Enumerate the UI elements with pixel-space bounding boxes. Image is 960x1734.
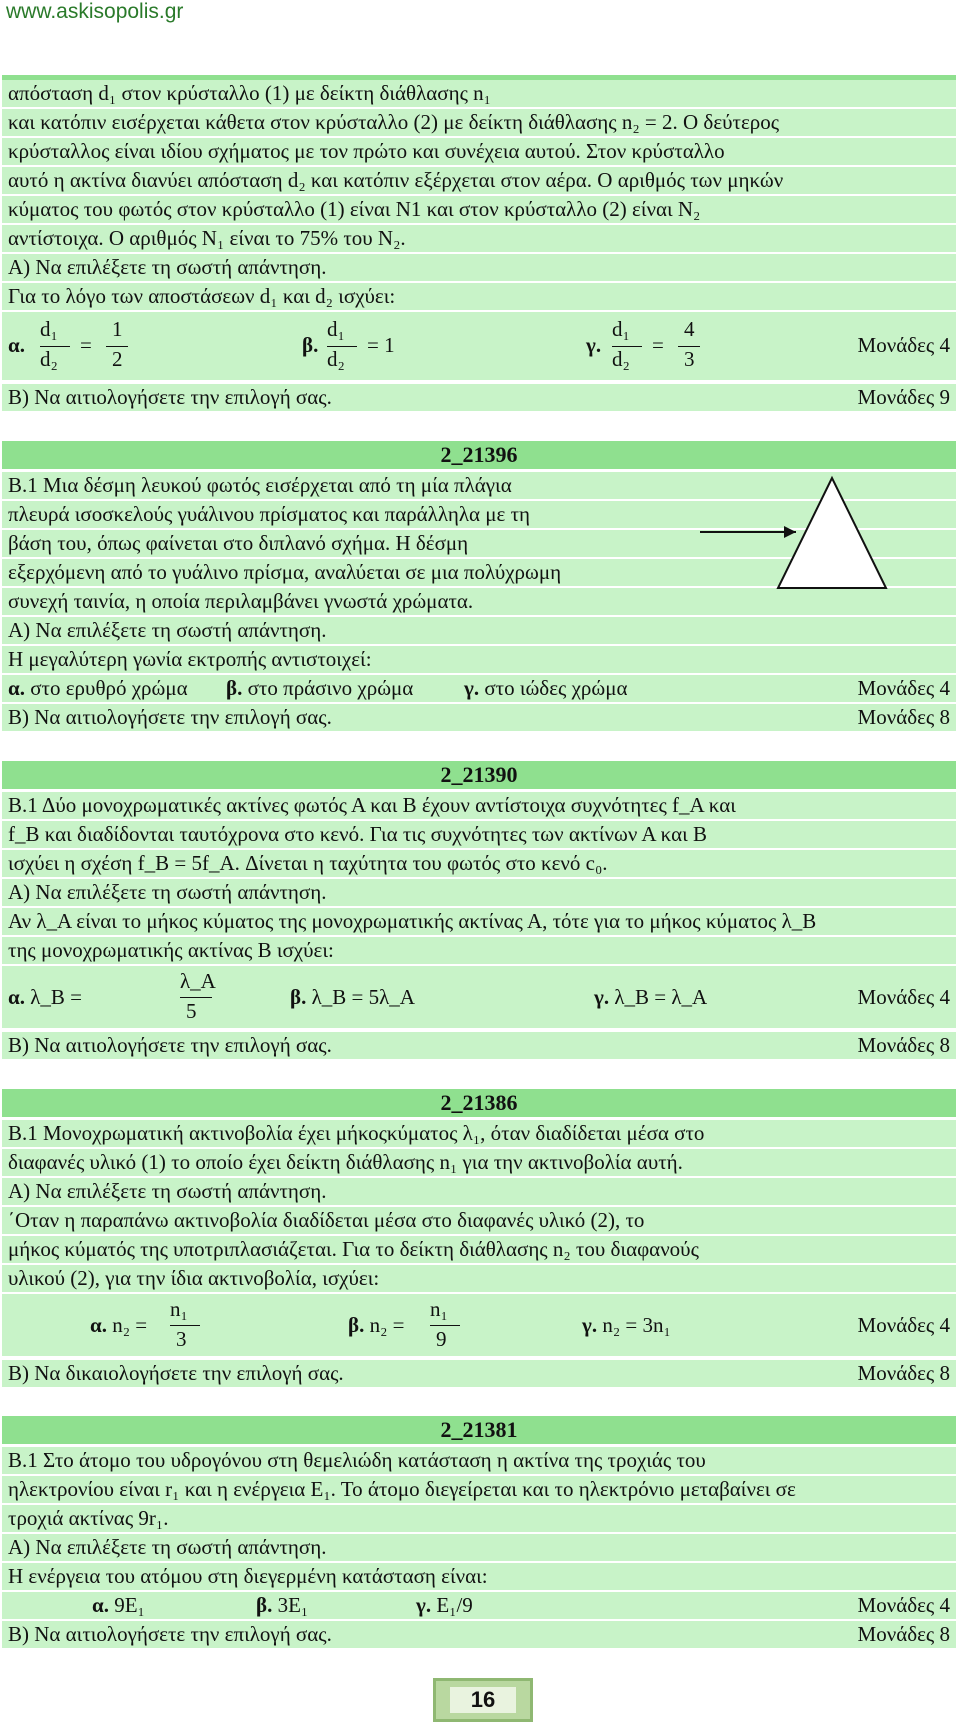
text-line: ισχύει η σχέση f_B = 5f_A. Δίνεται η ταχύτητα του φωτός στο κενό c₀. (2, 850, 956, 877)
options-row: α. στο ερυθρό χρώμα β. στο πράσινο χρώμα γ. στο ιώδες χρώμα Μονάδες 4 (2, 675, 956, 702)
question-text: Η μεγαλύτερη γωνία εκτροπής αντιστοιχεί: (2, 646, 956, 673)
points-b: Μονάδες 8 (857, 705, 950, 729)
exercise-code: 2_21390 (2, 761, 956, 789)
part-a-heading: Α) Να επιλέξετε τη σωστή απάντηση. (2, 254, 956, 281)
text-line: ΄Οταν η παραπάνω ακτινοβολία διαδίδεται μέσα στο διαφανές υλικό (2), το (2, 1207, 956, 1234)
points-b: Μονάδες 8 (857, 1033, 950, 1057)
option-g-label: γ. (586, 333, 602, 357)
question-text: Η ενέργεια του ατόμου στη διεγερμένη κατάσταση είναι: (2, 1563, 956, 1590)
text-line: αντίστοιχα. Ο αριθμός Ν₁ είναι το 75% του Ν₂. (2, 225, 956, 252)
text-line: πλευρά ισοσκελούς γυάλινου πρίσματος και παράλληλα με τη (2, 501, 956, 528)
part-b-heading: Β) Να αιτιολογήσετε την επιλογή σας. Μονάδες 8 (2, 1032, 956, 1059)
exercise-code: 2_21381 (2, 1416, 956, 1444)
text-line: ηλεκτρονίου είναι r₁ και η ενέργεια Ε₁. Το άτομο διεγείρεται και το ηλεκτρόνιο μεταβαίνει σε (2, 1476, 956, 1503)
text-line: κρύσταλλος είναι ιδίου σχήματος με τον πρώτο και συνέχεια αυτού. Στον κρύσταλλο (2, 138, 956, 165)
option-a-formula: d₁ d₂ = 1 2 (40, 316, 130, 376)
text-line: μήκος κύματός της υποτριπλασιάζεται. Για το δείκτη διάθλασης n₂ του διαφανούς (2, 1236, 956, 1263)
exercise-code: 2_21396 (2, 441, 956, 469)
text-line: Β.1 Μια δέσμη λευκού φωτός εισέρχεται από τη μία πλάγια (2, 472, 956, 499)
part-a-heading: Α) Να επιλέξετε τη σωστή απάντηση. (2, 879, 956, 906)
question-text: Αν λ_A είναι το μήκος κύματος της μονοχρωματικής ακτίνας Α, τότε για το μήκος κύματος λ_B (2, 908, 956, 935)
part-b-heading: Β) Να αιτιολογήσετε την επιλογή σας. Μονάδες 9 (2, 384, 956, 411)
part-a-heading: Α) Να επιλέξετε τη σωστή απάντηση. (2, 617, 956, 644)
option-b-formula: d₁ d₂ = 1 (327, 317, 395, 371)
text-line: αυτό η ακτίνα διανύει απόσταση d₂ και κατόπιν εξέρχεται στον αέρα. Ο αριθμός των μηκών (2, 167, 956, 194)
part-b-heading: Β) Να αιτιολογήσετε την επιλογή σας. Μονάδες 8 (2, 704, 956, 731)
points-b: Μονάδες 8 (857, 1361, 950, 1385)
text-line: f_B και διαδίδονται ταυτόχρονα στο κενό. Για τις συχνότητες των ακτίνων Α και Β (2, 821, 956, 848)
points-b: Μονάδες 8 (857, 1622, 950, 1646)
part-a-heading: Α) Να επιλέξετε τη σωστή απάντηση. (2, 1534, 956, 1561)
text-line: διαφανές υλικό (1) το οποίο έχει δείκτη διάθλασης n₁ για την ακτινοβολία αυτή. (2, 1149, 956, 1176)
site-url[interactable]: www.askisopolis.gr (6, 0, 184, 23)
text-line: τροχιά ακτίνας 9r₁. (2, 1505, 956, 1532)
text-line: υλικού (2), για την ίδια ακτινοβολία, ισχύει: (2, 1265, 956, 1292)
prism-figure (690, 470, 950, 620)
option-g-formula: d₁ d₂ = 4 3 (612, 316, 702, 376)
question-text: Για το λόγο των αποστάσεων d₁ και d₂ ισχύει: (2, 283, 956, 310)
points-a: Μονάδες 4 (857, 676, 950, 700)
option-a-fraction: n₁ 3 (170, 1296, 210, 1354)
option-b-fraction: n₁ 9 (430, 1296, 470, 1354)
part-b-heading: Β) Να δικαιολογήσετε την επιλογή σας. Μονάδες 8 (2, 1360, 956, 1387)
options-row: α. n₂ = n₁ 3 β. n₂ = n₁ 9 γ. n₂ = 3n₁ Μονάδες 4 (2, 1294, 956, 1356)
points-b: Μονάδες 9 (857, 385, 950, 409)
text-line: εξερχόμενη από το γυάλινο πρίσμα, αναλύεται σε μια πολύχρωμη (2, 559, 956, 586)
part-b-heading: Β) Να αιτιολογήσετε την επιλογή σας. Μονάδες 8 (2, 1621, 956, 1648)
text-line: Β.1 Μονοχρωματική ακτινοβολία έχει μήκοςκύματος λ₁, όταν διαδίδεται μέσα στο (2, 1120, 956, 1147)
text-line: απόσταση d₁ στον κρύσταλλο (1) με δείκτη διάθλασης n₁ (2, 80, 956, 107)
points-a: Μονάδες 4 (857, 1313, 950, 1337)
part-a-heading: Α) Να επιλέξετε τη σωστή απάντηση. (2, 1178, 956, 1205)
exercise-code: 2_21386 (2, 1089, 956, 1117)
points-a: Μονάδες 4 (857, 985, 950, 1009)
text-line: και κατόπιν εισέρχεται κάθετα στον κρύσταλλο (2) με δείκτη διάθλασης n₂ = 2. Ο δεύτερος (2, 109, 956, 136)
options-row: α. 9Ε₁ β. 3Ε₁ γ. Ε₁/9 Μονάδες 4 (2, 1592, 956, 1619)
option-a-fraction: λ_A 5 (180, 969, 216, 1023)
option-a-label: α. (8, 333, 25, 357)
options-row: α. λ_B = λ_A 5 β. λ_B = 5λ_A γ. λ_B = λ_A Μονάδες 4 (2, 966, 956, 1028)
points-a: Μονάδες 4 (857, 1593, 950, 1617)
text-line: συνεχή ταινία, η οποία περιλαμβάνει γνωστά χρώματα. (2, 588, 956, 615)
page-number-badge (433, 1678, 533, 1722)
option-b-label: β. (302, 333, 319, 357)
page-number: 16 (450, 1687, 516, 1713)
options-row (2, 312, 956, 380)
question-text: της μονοχρωματικής ακτίνας Β ισχύει: (2, 937, 956, 964)
points-a: Μονάδες 4 (857, 333, 950, 357)
text-line: Β.1 Δύο μονοχρωματικές ακτίνες φωτός Α και Β έχουν αντίστοιχα συχνότητες f_A και (2, 792, 956, 819)
text-line: Β.1 Στο άτομο του υδρογόνου στη θεμελιώδη κατάσταση η ακτίνα της τροχιάς του (2, 1447, 956, 1474)
text-line: κύματος του φωτός στον κρύσταλλο (1) είναι Ν1 και στον κρύσταλλο (2) είναι Ν₂ (2, 196, 956, 223)
text-line: βάση του, όπως φαίνεται στο διπλανό σχήμα. Η δέσμη (2, 530, 956, 557)
